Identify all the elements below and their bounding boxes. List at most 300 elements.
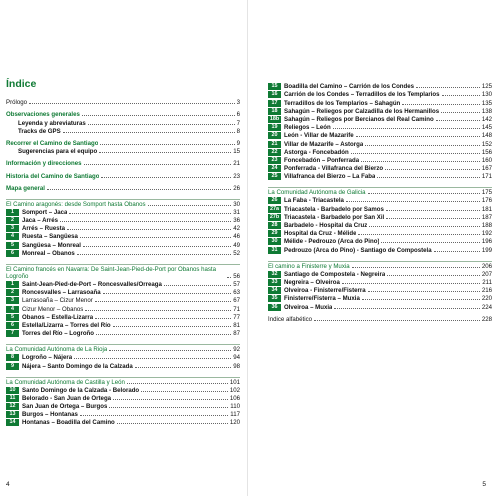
dot-leader bbox=[47, 189, 231, 190]
dot-leader bbox=[334, 308, 479, 309]
toc-entry[interactable] bbox=[268, 164, 492, 172]
toc-entry-page: 23 bbox=[233, 172, 240, 180]
toc-entry-label bbox=[268, 91, 440, 98]
stage-number-badge: 32 bbox=[268, 271, 281, 278]
section-title-row[interactable] bbox=[6, 346, 240, 353]
toc-entry-text: Jaca – Arrés bbox=[22, 217, 59, 225]
stage-number-badge: 15 bbox=[268, 83, 281, 90]
stage-number-badge: 24 bbox=[268, 165, 281, 172]
section-title: La Comunidad Autónoma de Galicia bbox=[268, 189, 366, 197]
dot-leader bbox=[95, 318, 231, 319]
toc-entry-page: 63 bbox=[233, 289, 240, 297]
left-page bbox=[0, 0, 240, 496]
toc-entry[interactable] bbox=[268, 156, 492, 164]
stage-number-badge: 22 bbox=[268, 149, 281, 156]
page-number-right: 5 bbox=[482, 481, 486, 488]
toc-entry-page: 98 bbox=[233, 362, 240, 370]
dot-leader bbox=[29, 103, 235, 104]
toc-entry-label bbox=[268, 304, 332, 311]
toc-entry[interactable] bbox=[268, 172, 492, 180]
toc-entry-text: Pedrouzo (Arca do Pino) - Santiago de Compostela bbox=[284, 246, 432, 254]
dot-leader bbox=[100, 144, 234, 145]
toc-entry-label bbox=[268, 230, 356, 237]
toc-entry[interactable] bbox=[268, 302, 492, 310]
toc-entry-text: Prólogo bbox=[6, 99, 28, 107]
toc-entry-text: Foncebadón – Ponferrada bbox=[284, 156, 360, 164]
toc-entry-text: Villafranca del Bierzo – La Faba bbox=[284, 173, 376, 181]
toc-entry-page: 228 bbox=[481, 315, 492, 323]
toc-entry-page: 142 bbox=[481, 115, 492, 123]
toc-entry[interactable] bbox=[268, 82, 492, 90]
dot-leader bbox=[342, 283, 480, 284]
toc-entry[interactable] bbox=[6, 110, 240, 118]
stage-number-badge: 8 bbox=[6, 354, 19, 361]
stage-number-badge: 10 bbox=[6, 387, 19, 394]
toc-entry-label bbox=[6, 173, 99, 180]
toc-entry[interactable] bbox=[6, 232, 240, 240]
section-page: 101 bbox=[229, 378, 240, 386]
page-number-left: 4 bbox=[6, 481, 10, 488]
toc-entry-label bbox=[6, 111, 80, 118]
toc-entry[interactable] bbox=[6, 171, 240, 179]
dot-leader bbox=[103, 293, 232, 294]
toc-entry[interactable] bbox=[268, 278, 492, 286]
toc-entry-text: Mapa general bbox=[6, 184, 45, 192]
toc-entry-label bbox=[268, 214, 384, 221]
stage-number-badge: 33 bbox=[268, 279, 281, 286]
toc-entry[interactable] bbox=[268, 123, 492, 131]
toc-entry[interactable] bbox=[6, 394, 240, 402]
toc-entry-text: Ruesta – Sangüesa bbox=[22, 233, 78, 241]
toc-entry-label bbox=[6, 140, 98, 147]
dot-leader bbox=[362, 299, 480, 300]
toc-entry-label bbox=[6, 289, 101, 296]
stage-number-badge: 21 bbox=[268, 141, 281, 148]
toc-entry-label bbox=[268, 287, 366, 294]
dot-leader bbox=[77, 254, 231, 255]
toc-entry-page: 196 bbox=[481, 238, 492, 246]
toc-entry-label bbox=[268, 116, 434, 123]
toc-entry-text: Historia del Camino de Santiago bbox=[6, 172, 100, 180]
dot-leader bbox=[314, 320, 480, 321]
stage-number-badge: 11 bbox=[6, 395, 19, 402]
toc-entry-page: 207 bbox=[481, 270, 492, 278]
toc-entry-page: 110 bbox=[230, 403, 240, 411]
toc-entry-label bbox=[268, 108, 439, 115]
toc-entry-page: 120 bbox=[229, 419, 240, 427]
dot-leader bbox=[416, 87, 480, 88]
section-title-row[interactable] bbox=[6, 201, 240, 208]
toc-entry-label bbox=[6, 99, 27, 106]
toc-entry-page: 135 bbox=[481, 99, 492, 107]
toc-entry-label bbox=[268, 124, 331, 131]
spacer bbox=[6, 370, 240, 374]
toc-entry-page: 148 bbox=[481, 132, 492, 140]
toc-entry[interactable] bbox=[268, 237, 492, 245]
toc-entry[interactable] bbox=[6, 240, 240, 248]
dot-leader bbox=[441, 112, 480, 113]
toc-entry-page: 106 bbox=[229, 394, 240, 402]
toc-entry-page: 117 bbox=[230, 411, 240, 419]
toc-entry[interactable] bbox=[6, 127, 240, 135]
toc-entry[interactable] bbox=[6, 249, 240, 257]
toc-entry[interactable] bbox=[6, 98, 240, 106]
toc-entry-label bbox=[6, 209, 67, 216]
spacer bbox=[6, 192, 240, 196]
toc-entry[interactable] bbox=[6, 329, 240, 337]
toc-entry-text: Olveiroa – Muxia bbox=[284, 303, 333, 311]
toc-section bbox=[6, 264, 240, 337]
toc-entry-text: León - Villar de Mazarife bbox=[284, 132, 354, 140]
dot-leader bbox=[109, 350, 231, 351]
stage-number-badge: 28 bbox=[268, 222, 281, 229]
toc-entry-text: Hospital da Cruz - Mélide bbox=[284, 230, 357, 238]
gutter bbox=[247, 0, 248, 496]
toc-entry[interactable] bbox=[6, 159, 240, 167]
toc-entry-text: Santo Domingo de la Calzada - Belorado bbox=[22, 386, 140, 394]
toc-entry-text: Sugerencias para el equipo bbox=[18, 148, 98, 156]
dot-leader bbox=[434, 251, 480, 252]
section-title-row[interactable] bbox=[268, 189, 492, 196]
stage-number-badge: 26 bbox=[268, 197, 281, 204]
toc-entry[interactable] bbox=[6, 386, 240, 394]
stage-number-badge: 13 bbox=[6, 411, 19, 418]
toc-entry-label bbox=[268, 173, 375, 180]
stage-number-badge: 3 bbox=[6, 225, 19, 232]
dot-leader bbox=[356, 136, 480, 137]
stage-number-badge: 18 bbox=[268, 108, 281, 115]
toc-entry-page: 7 bbox=[236, 119, 240, 127]
toc-entry-text: Negreira – Olveiroa bbox=[284, 278, 340, 286]
dot-leader bbox=[385, 169, 480, 170]
toc-entry-label bbox=[6, 395, 111, 402]
toc-entry-page: 152 bbox=[481, 140, 492, 148]
toc-entry-page: 145 bbox=[481, 124, 492, 132]
right-toc-column bbox=[268, 82, 492, 323]
toc-entry-label bbox=[6, 281, 162, 288]
section-page: 92 bbox=[233, 346, 240, 354]
toc-entry-page: 36 bbox=[233, 217, 240, 225]
toc-entry-page: 211 bbox=[482, 278, 492, 286]
dot-leader bbox=[80, 415, 228, 416]
stage-number-badge: 14 bbox=[6, 419, 19, 426]
toc-entry-page: 67 bbox=[233, 297, 240, 305]
toc-entry-text: San Juan de Ortega – Burgos bbox=[22, 403, 108, 411]
toc-entry-page: 188 bbox=[481, 222, 492, 229]
dot-leader bbox=[436, 120, 480, 121]
stage-number-badge: 3 bbox=[6, 297, 19, 304]
toc-entry-page: 46 bbox=[233, 233, 240, 241]
toc-entry-text: Boadilla del Camino – Carrión de los Condes bbox=[284, 83, 415, 91]
toc-entry-page: 187 bbox=[481, 213, 492, 221]
toc-entry-label bbox=[268, 165, 383, 172]
toc-entry[interactable] bbox=[6, 216, 240, 224]
toc-entry-text: Larrasoaña – Cizur Menor bbox=[22, 297, 93, 305]
stage-number-badge: 18b bbox=[269, 115, 280, 122]
stage-number-badge: 34 bbox=[268, 287, 281, 294]
toc-entry-label bbox=[6, 403, 107, 410]
section-page: 206 bbox=[481, 262, 492, 270]
toc-entry[interactable] bbox=[6, 361, 240, 369]
section-title: La Comunidad Autónoma de La Rioja bbox=[6, 346, 108, 354]
toc-section bbox=[6, 344, 240, 369]
toc-entry-label bbox=[6, 297, 93, 304]
toc-entry-page: 8 bbox=[236, 127, 240, 135]
toc-entry-label bbox=[6, 363, 133, 370]
stage-number-badge: 25 bbox=[268, 173, 281, 180]
stage-number-badge: 17 bbox=[268, 100, 281, 107]
toc-entry-text: Villar de Mazarife – Astorga bbox=[284, 140, 364, 148]
dot-leader bbox=[127, 383, 228, 384]
section-title-row[interactable] bbox=[268, 263, 492, 270]
toc-entry-text: Triacastela - Barbadelo por Samos bbox=[284, 205, 384, 213]
stage-number-badge: 16 bbox=[268, 91, 281, 98]
toc-entry-text: La Faba - Triacastela bbox=[284, 197, 344, 205]
toc-entry-page: 160 bbox=[481, 156, 492, 164]
dot-leader bbox=[88, 124, 235, 125]
toc-entry[interactable] bbox=[268, 315, 492, 323]
toc-entry[interactable] bbox=[6, 410, 240, 418]
toc-entry-page: 77 bbox=[233, 313, 240, 321]
dot-leader bbox=[402, 104, 480, 105]
dot-leader bbox=[117, 423, 228, 424]
toc-entry[interactable] bbox=[268, 270, 492, 278]
dot-leader bbox=[80, 237, 231, 238]
dot-leader bbox=[368, 193, 480, 194]
toc-entry-text: Saint-Jean-Pied-de-Port – Roncesvalles/Orreaga bbox=[22, 281, 162, 288]
toc-entry-text: Leyenda y abreviaturas bbox=[18, 119, 86, 127]
toc-entry-label bbox=[268, 271, 385, 278]
toc-entry[interactable] bbox=[268, 98, 492, 106]
dot-leader bbox=[346, 201, 480, 202]
right-page bbox=[252, 0, 492, 496]
toc-entry-page: 138 bbox=[481, 107, 492, 115]
toc-entry-label bbox=[268, 247, 432, 254]
section-page: 175 bbox=[481, 189, 492, 197]
toc-entry-text: Somport – Jaca bbox=[22, 208, 68, 216]
toc-entry-text: Finisterre/Fisterra – Muxia bbox=[284, 295, 360, 303]
toc-entry[interactable] bbox=[6, 304, 240, 312]
stage-number-badge: 1 bbox=[6, 209, 19, 216]
toc-entry-text: Carrión de los Condes – Terradillos de los Templarios bbox=[284, 91, 440, 99]
toc-entry[interactable] bbox=[268, 286, 492, 294]
dot-leader bbox=[82, 115, 235, 116]
toc-entry[interactable] bbox=[6, 353, 240, 361]
toc-entry-page: 52 bbox=[233, 249, 240, 257]
toc-entry-label bbox=[268, 83, 414, 90]
section-title: La Comunidad Autónoma de Castilla y León bbox=[6, 378, 125, 386]
dot-leader bbox=[74, 358, 231, 359]
toc-entry[interactable] bbox=[268, 204, 492, 212]
toc-entry-page: 87 bbox=[233, 330, 240, 338]
toc-entry[interactable] bbox=[6, 418, 240, 426]
stage-number-badge: 36 bbox=[268, 304, 281, 311]
toc-entry-label bbox=[6, 419, 115, 426]
toc-entry-page: 199 bbox=[481, 246, 492, 254]
toc-section bbox=[6, 199, 240, 257]
stage-number-badge: 1 bbox=[6, 281, 19, 288]
toc-entry[interactable] bbox=[6, 313, 240, 321]
toc-entry-label bbox=[268, 157, 359, 164]
left-toc-column bbox=[6, 98, 240, 430]
toc-entry-page: 220 bbox=[481, 295, 492, 303]
spacer bbox=[6, 426, 240, 430]
toc-entry-page: 21 bbox=[233, 160, 240, 168]
stage-number-badge: 2 bbox=[6, 217, 19, 224]
toc-entry-text: Hontanas – Boadilla del Camino bbox=[22, 419, 115, 427]
toc-entry-label bbox=[268, 141, 363, 148]
toc-entry[interactable] bbox=[268, 213, 492, 221]
section-page: 56 bbox=[233, 272, 240, 280]
dot-leader bbox=[386, 218, 480, 219]
section-title-row[interactable] bbox=[6, 266, 240, 280]
stage-number-badge: 5 bbox=[6, 242, 19, 249]
toc-entry[interactable] bbox=[6, 118, 240, 126]
toc-entry-label bbox=[6, 330, 94, 337]
toc-entry-page: 125 bbox=[481, 83, 492, 91]
stage-number-badge: 6 bbox=[6, 322, 19, 329]
dot-leader bbox=[333, 128, 480, 129]
toc-entry-page: 176 bbox=[481, 197, 492, 205]
dot-leader bbox=[85, 310, 231, 311]
dot-leader bbox=[96, 334, 231, 335]
dot-leader bbox=[95, 301, 231, 302]
dot-leader bbox=[113, 326, 232, 327]
toc-entry[interactable] bbox=[268, 148, 492, 156]
spacer bbox=[268, 180, 492, 184]
toc-entry[interactable] bbox=[268, 107, 492, 115]
toc-entry-page: 31 bbox=[233, 208, 240, 216]
toc-entry-text: Reliegos – León bbox=[284, 124, 331, 132]
toc-entry-text: Olveiroa - Finisterre/Fisterra bbox=[284, 287, 366, 295]
stage-number-badge: 2 bbox=[6, 289, 19, 296]
toc-entry-label bbox=[6, 250, 75, 257]
toc-entry[interactable] bbox=[6, 296, 240, 304]
spacer bbox=[268, 254, 492, 258]
dot-leader bbox=[227, 277, 231, 278]
toc-entry[interactable] bbox=[6, 208, 240, 216]
toc-entry-label bbox=[268, 197, 344, 204]
dot-leader bbox=[377, 177, 479, 178]
toc-entry-label bbox=[6, 128, 61, 135]
dot-leader bbox=[84, 164, 232, 165]
dot-leader bbox=[113, 399, 228, 400]
toc-entry-text: Sahagún – Reliegos por Calzadilla de los Hermanillos bbox=[284, 107, 440, 115]
toc-entry-label bbox=[268, 295, 360, 302]
toc-entry[interactable] bbox=[268, 131, 492, 139]
toc-entry-label bbox=[6, 185, 45, 192]
toc-entry-text: Cizur Menor – Obanos bbox=[22, 305, 84, 313]
toc-entry-text: Mélide - Pedrouzo (Arca do Pino) bbox=[284, 238, 380, 246]
toc-entry-page: 156 bbox=[481, 148, 492, 156]
toc-entry[interactable] bbox=[268, 221, 492, 229]
section-title: El Camino francés en Navarra: De Saint-Jean-Pied-de-Port por Obanos hasta Logroño bbox=[6, 265, 216, 280]
section-title-row[interactable] bbox=[6, 379, 240, 386]
toc-entry[interactable] bbox=[6, 184, 240, 192]
toc-entry-text: Belorado - San Juan de Ortega bbox=[22, 394, 112, 402]
toc-entry-text: Torres del Río – Logroño bbox=[22, 330, 94, 338]
toc-entry-text: Tracks de GPS bbox=[18, 127, 61, 135]
toc-entry-page: 94 bbox=[233, 354, 240, 362]
toc-entry[interactable] bbox=[268, 90, 492, 98]
stage-number-badge: 4 bbox=[6, 306, 19, 313]
toc-entry[interactable] bbox=[268, 139, 492, 147]
toc-entry-text: Nájera – Santo Domingo de la Calzada bbox=[22, 362, 133, 370]
toc-entry-page: 181 bbox=[481, 205, 492, 213]
toc-entry[interactable] bbox=[6, 224, 240, 232]
toc-entry[interactable] bbox=[6, 321, 240, 329]
toc-section bbox=[268, 187, 492, 253]
toc-entry-page: 216 bbox=[481, 287, 492, 295]
toc-entry-label bbox=[268, 316, 312, 323]
toc-entry-text: Sahagún – Reliegos por Bercianos del Real Camino bbox=[284, 115, 434, 123]
dot-leader bbox=[101, 177, 231, 178]
toc-entry[interactable] bbox=[268, 229, 492, 237]
toc-entry-page: 3 bbox=[236, 99, 240, 107]
toc-entry-page: 6 bbox=[236, 111, 240, 119]
toc-entry[interactable] bbox=[268, 115, 492, 123]
dot-leader bbox=[148, 205, 232, 206]
dot-leader bbox=[368, 291, 480, 292]
toc-entry-label bbox=[268, 132, 354, 139]
stage-number-badge: 27b bbox=[269, 213, 280, 220]
toc-entry-label bbox=[6, 387, 139, 394]
toc-entry[interactable] bbox=[268, 294, 492, 302]
stage-number-badge: 4 bbox=[6, 233, 19, 240]
toc-entry-text: Observaciones generales bbox=[6, 111, 80, 119]
dot-leader bbox=[351, 153, 480, 154]
dot-leader bbox=[358, 234, 479, 235]
toc-entry-label bbox=[6, 411, 78, 418]
toc-entry-page: 57 bbox=[233, 281, 240, 288]
toc-entry-page: 167 bbox=[481, 165, 492, 173]
toc-entry[interactable] bbox=[6, 402, 240, 410]
toc-entry-label bbox=[6, 148, 97, 155]
dot-leader bbox=[67, 229, 231, 230]
toc-entry[interactable] bbox=[6, 280, 240, 288]
toc-entry-page: 71 bbox=[233, 305, 240, 313]
spacer bbox=[6, 337, 240, 341]
toc-entry[interactable] bbox=[6, 288, 240, 296]
toc-entry-page: 49 bbox=[233, 241, 240, 249]
dot-leader bbox=[352, 267, 480, 268]
toc-entry[interactable] bbox=[268, 245, 492, 253]
toc-entry-label bbox=[268, 149, 349, 156]
dot-leader bbox=[386, 210, 480, 211]
toc-entry[interactable] bbox=[6, 139, 240, 147]
toc-entry-label bbox=[268, 222, 367, 229]
dot-leader bbox=[369, 226, 480, 227]
stage-number-badge: 20 bbox=[268, 132, 281, 139]
toc-entry[interactable] bbox=[6, 147, 240, 155]
spacer bbox=[6, 257, 240, 261]
dot-leader bbox=[83, 246, 231, 247]
toc-entry[interactable] bbox=[268, 196, 492, 204]
toc-entry-text: Triacastela - Barbadelo por San Xil bbox=[284, 213, 385, 221]
toc-entry-page: 42 bbox=[233, 225, 240, 233]
toc-entry-page: 26 bbox=[233, 184, 240, 192]
toc-entry-text: Astorga - Foncebadón bbox=[284, 148, 349, 156]
dot-leader bbox=[99, 152, 231, 153]
stage-number-badge: 19 bbox=[268, 124, 281, 131]
toc-entry-text: Información y direcciones bbox=[6, 160, 82, 168]
page-heading: Índice bbox=[6, 78, 37, 90]
toc-entry-text: Índice alfabético bbox=[268, 315, 313, 323]
toc-entry-label bbox=[6, 354, 72, 361]
toc-entry-page: 9 bbox=[236, 139, 240, 147]
dot-leader bbox=[135, 367, 231, 368]
toc-entry-text: Terradillos de los Templarios – Sahagún bbox=[284, 99, 401, 107]
